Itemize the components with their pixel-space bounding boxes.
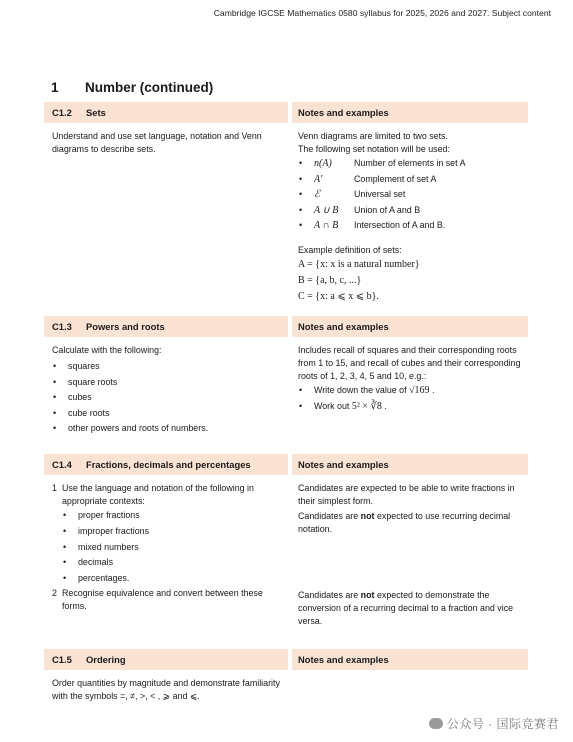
topic-c1-4 — [44, 454, 528, 626]
notation-list — [298, 156, 526, 234]
topic-code: C1.3 — [52, 321, 72, 332]
content-text: Understand and use set language, notation and Venn diagrams to describe sets. — [52, 131, 262, 154]
content-column — [52, 130, 280, 156]
numbered-item — [52, 482, 280, 508]
notation-symbol: A ∩ B — [314, 220, 339, 232]
watermark — [429, 715, 559, 732]
topic-title: Fractions, decimals and percentages — [86, 459, 251, 470]
notes-text-part: expected to demonstrate the conversion of a recurring decimal to a fraction and vice versa. — [298, 590, 514, 626]
content-text: Order quantities by magnitude and demonstrate familiarity with the symbols =, ≠, >, < , ⩾ and ⩽. — [52, 678, 280, 701]
notation-symbol: ℰ — [314, 189, 321, 201]
set-definition: B = {a, b, c, ...} — [298, 274, 362, 286]
notes-text: Includes recall of squares and their corresponding roots from 1 to 15, and recall of cubes and their corresponding roots of 1, 2, 3, 4, 5 and 10, e.g.: — [298, 345, 521, 381]
powers-list — [52, 359, 280, 437]
header-divider — [288, 649, 292, 670]
emphasis-not: not — [360, 511, 375, 521]
notes-column — [298, 482, 526, 626]
example-intro: Example definition of sets: — [298, 244, 402, 255]
list-item: • decimals — [52, 555, 280, 571]
wechat-icon — [429, 718, 443, 729]
example-item — [298, 383, 526, 399]
notes-heading: Notes and examples — [298, 654, 389, 665]
notation-meaning: Complement of set A — [354, 173, 437, 184]
running-head: Cambridge IGCSE Mathematics 0580 syllabus for 2025, 2026 and 2027. Subject content — [213, 8, 551, 18]
topic-title: Sets — [86, 107, 106, 118]
notation-item — [298, 218, 526, 234]
item-number: 2 — [52, 587, 57, 598]
notes-text-part: expected to use recurring decimal notation. — [298, 511, 511, 534]
notation-meaning: Number of elements in set A — [354, 158, 466, 168]
set-definition: C = {x: a ⩽ x ⩽ b}. — [298, 290, 379, 302]
notation-meaning: Universal set — [354, 189, 406, 200]
topic-header-bar — [44, 454, 528, 475]
example-end: . — [384, 400, 387, 411]
topic-header-bar — [44, 649, 528, 670]
list-item: • mixed numbers — [52, 540, 280, 556]
list-item: • proper fractions — [52, 508, 280, 524]
notation-symbol: A ∪ B — [314, 204, 339, 216]
notation-meaning: Union of A and B — [354, 204, 421, 215]
notation-meaning: Intersection of A and B. — [354, 220, 446, 231]
list-item: • percentages. — [52, 571, 280, 587]
notation-item — [298, 156, 526, 172]
item-number: 1 — [52, 483, 57, 493]
notes-heading: Notes and examples — [298, 459, 389, 470]
header-divider — [288, 454, 292, 475]
topic-code: C1.5 — [52, 654, 72, 665]
set-definition: A = {x: x is a natural number} — [298, 258, 420, 270]
example-text: Work out — [314, 400, 350, 411]
notation-item — [298, 203, 526, 219]
notes-text-part: Candidates are — [298, 511, 361, 521]
watermark-text: 公众号 · 国际竞赛君 — [446, 717, 559, 731]
list-item: • square roots — [52, 375, 280, 391]
list-item: • improper fractions — [52, 524, 280, 540]
notes-text: Candidates are expected to be able to write fractions in their simplest form. — [298, 483, 515, 506]
topic-c1-2 — [44, 102, 528, 302]
topic-title: Ordering — [86, 654, 126, 665]
notation-symbol: A′ — [314, 173, 323, 185]
topic-heading — [52, 459, 251, 470]
header-divider — [288, 102, 292, 123]
notes-text: Venn diagrams are limited to two sets. — [298, 131, 448, 141]
topic-header-bar — [44, 102, 528, 123]
list-item: • squares — [52, 359, 280, 375]
example-math: 5² × ∛8 — [351, 400, 382, 412]
content-text: Calculate with the following: — [52, 345, 162, 355]
notes-heading: Notes and examples — [298, 321, 389, 332]
notes-text: The following set notation will be used: — [298, 144, 450, 154]
topic-c1-5 — [44, 649, 528, 701]
topic-header-bar — [44, 316, 528, 337]
notes-column — [298, 344, 526, 414]
notes-text-part: Candidates are — [298, 590, 361, 600]
section-number: 1 — [51, 80, 59, 95]
section-title — [51, 80, 213, 95]
topic-title: Powers and roots — [86, 321, 165, 332]
numbered-item — [52, 587, 280, 613]
notes-text — [298, 510, 526, 536]
notes-heading: Notes and examples — [298, 107, 389, 118]
item-text: Recognise equivalence and convert between these forms. — [62, 587, 263, 611]
topic-heading — [52, 107, 106, 118]
topic-code: C1.4 — [52, 459, 72, 470]
notation-item — [298, 172, 526, 188]
item-text: Use the language and notation of the following in appropriate contexts: — [62, 483, 254, 506]
list-item: • cube roots — [52, 406, 280, 422]
header-divider — [288, 316, 292, 337]
list-item: • other powers and roots of numbers. — [52, 421, 280, 437]
notation-item — [298, 187, 526, 203]
fraction-forms-list — [52, 508, 280, 587]
examples-list — [298, 383, 526, 414]
content-column — [52, 677, 280, 703]
notes-text — [298, 589, 526, 628]
topic-heading — [52, 654, 126, 665]
topic-c1-3 — [44, 316, 528, 434]
topic-code: C1.2 — [52, 107, 72, 118]
content-column — [52, 344, 280, 437]
notation-symbol: n(A) — [314, 158, 332, 169]
section-name: Number (continued) — [85, 80, 214, 95]
list-item: • cubes — [52, 390, 280, 406]
topic-heading — [52, 321, 165, 332]
example-text: Write down the value of — [314, 385, 407, 395]
content-column — [52, 482, 280, 613]
example-math: √169 — [409, 385, 430, 396]
example-end: . — [432, 385, 435, 395]
emphasis-not: not — [360, 590, 375, 600]
example-item — [298, 399, 526, 415]
notes-column — [298, 130, 526, 305]
